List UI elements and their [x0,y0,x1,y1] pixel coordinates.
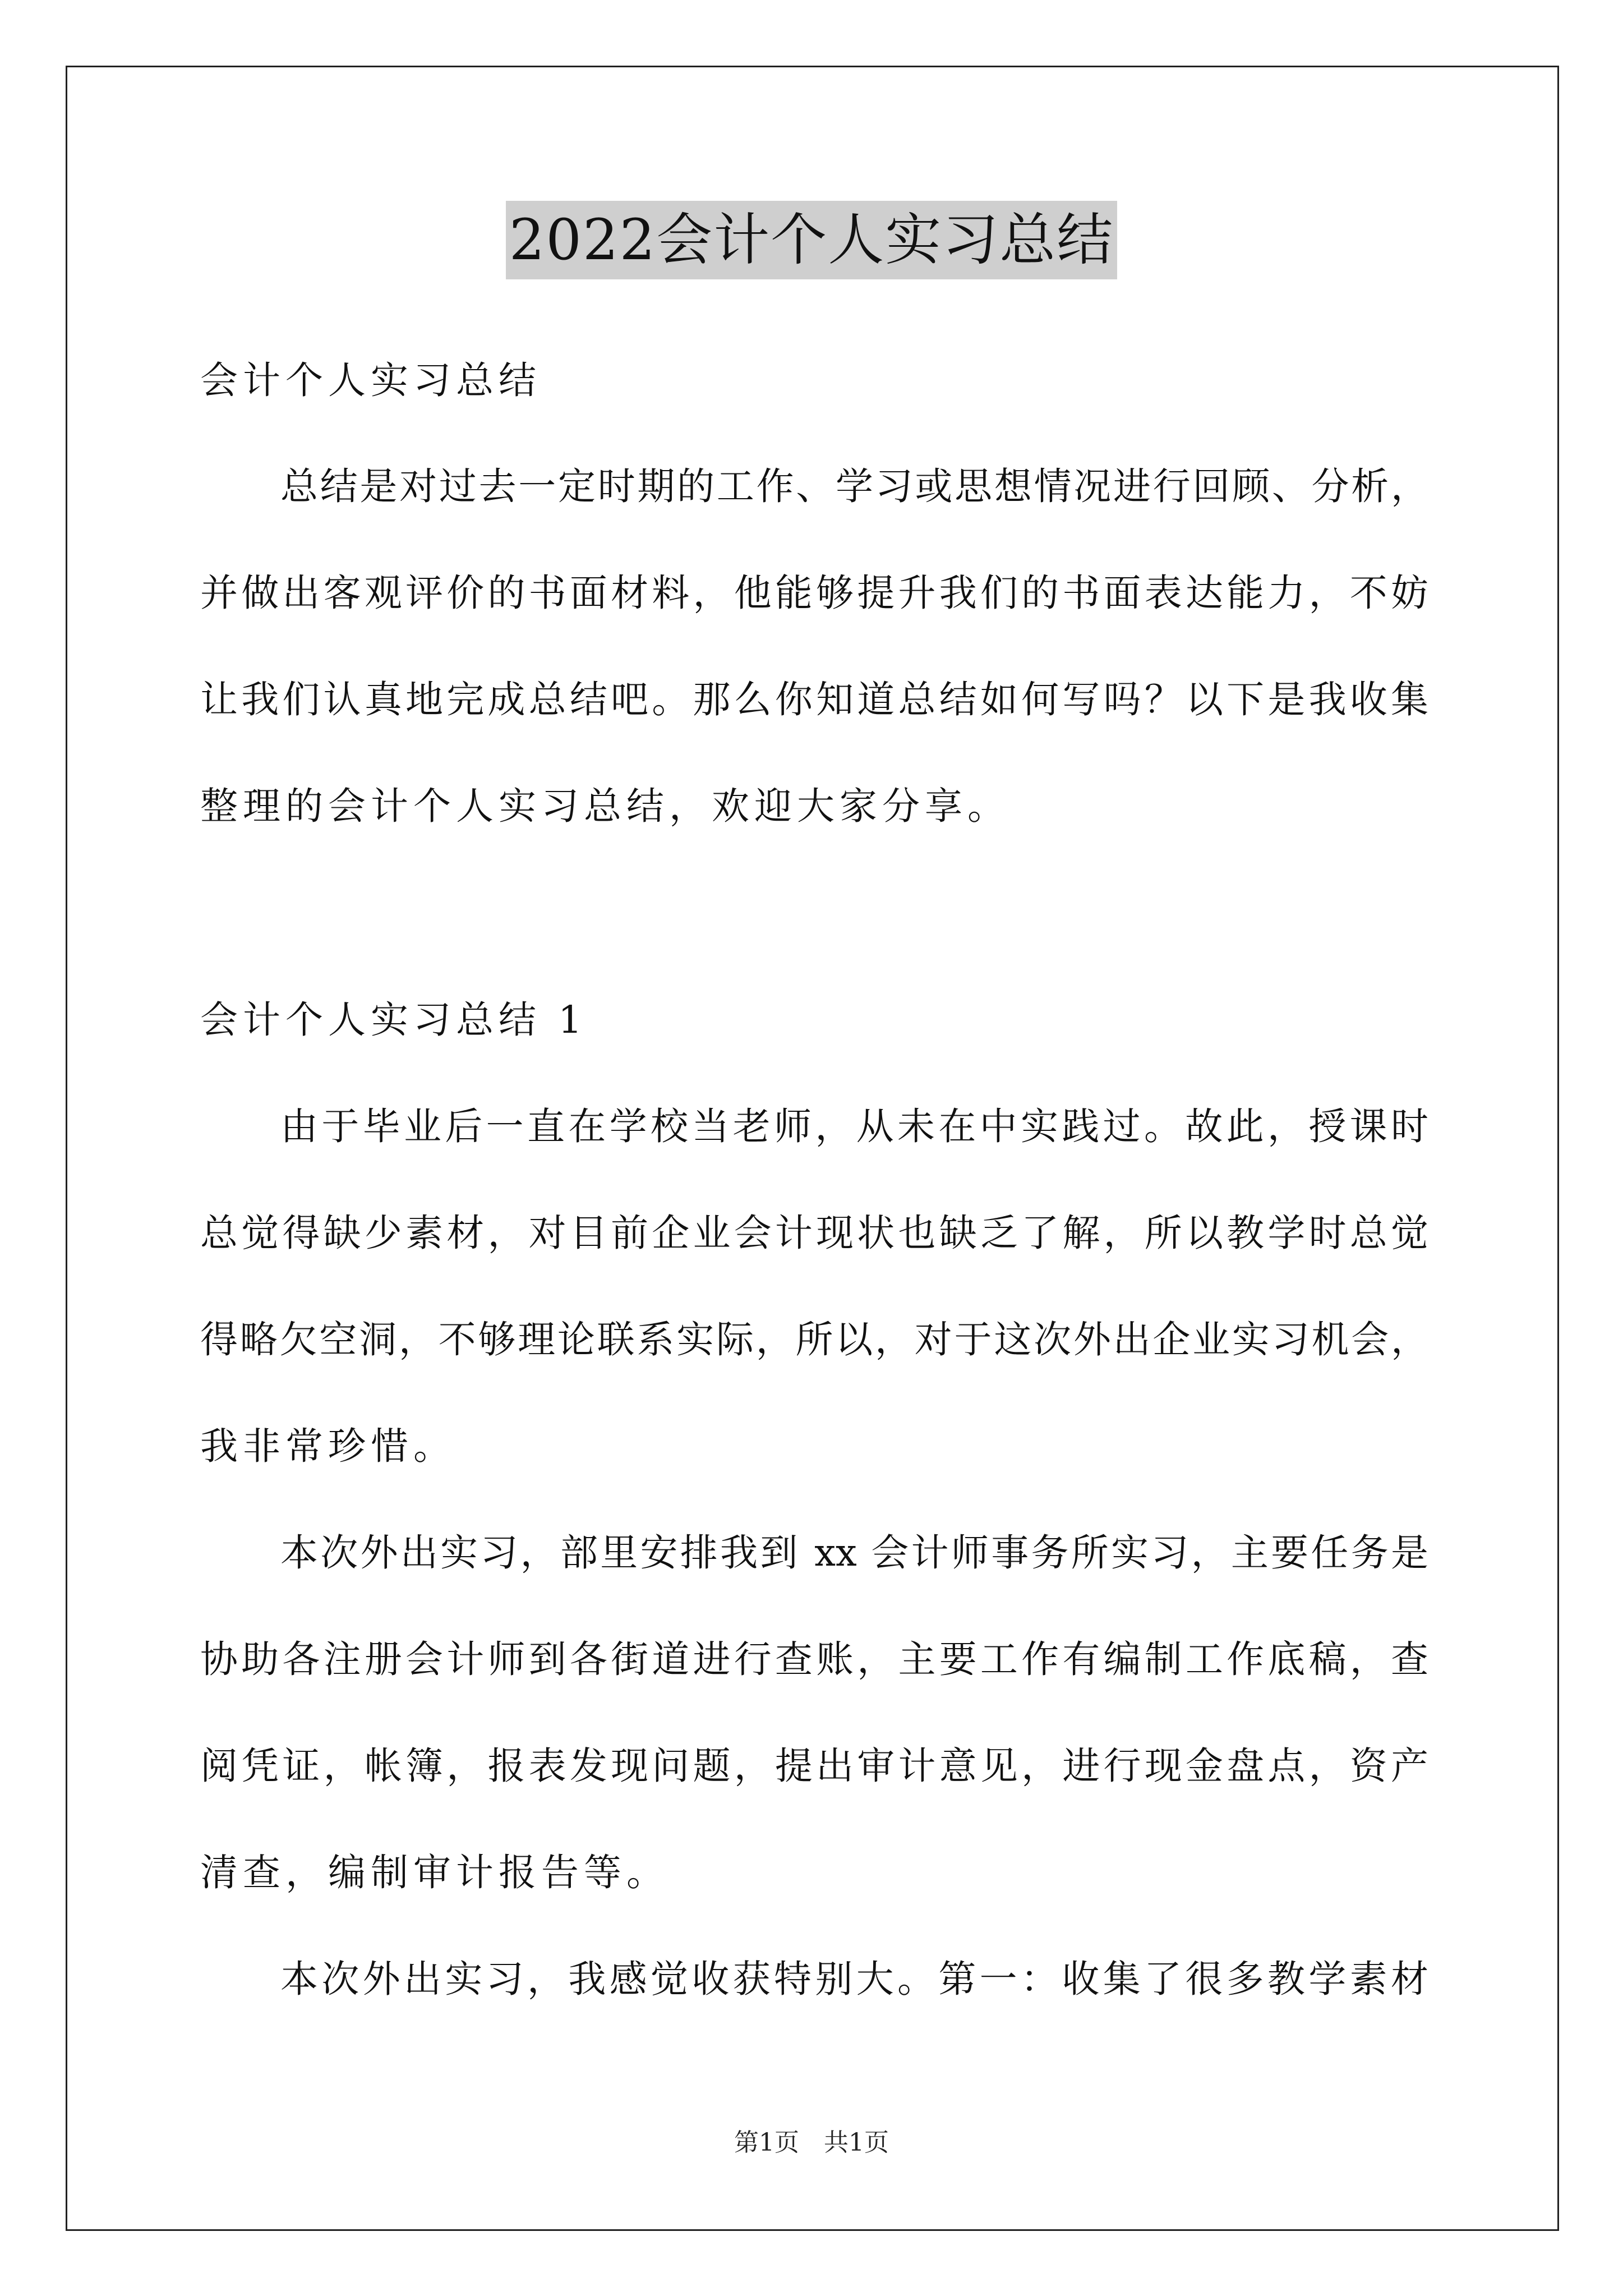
intro-line-3: 让我们认真地完成总结吧。那么你知道总结如何写吗？以下是我收集 [200,678,1428,721]
p2-line-3: 阅凭证，帐簿，报表发现问题，提出审计意见，进行现金盘点，资产 [200,1744,1428,1788]
p2-line-2: 协助各注册会计师到各街道进行查账，主要工作有编制工作底稿，查 [200,1637,1428,1681]
section-heading: 会计个人实习总结 1 [200,998,587,1042]
document-subtitle: 会计个人实习总结 [200,358,541,402]
p3-line-1: 本次外出实习，我感觉收获特别大。第一：收集了很多教学素材 [280,1957,1428,2001]
p2-line-1: 本次外出实习，部里安排我到 xx 会计师事务所实习，主要任务是 [280,1531,1428,1575]
title-container [0,201,1623,279]
intro-line-1: 总结是对过去一定时期的工作、学习或思想情况进行回顾、分析， [280,464,1428,508]
p1-line-3: 得略欠空洞，不够理论联系实际，所以，对于这次外出企业实习机会， [200,1318,1428,1361]
p1-line-4: 我非常珍惜。 [200,1424,456,1468]
p1-line-1: 由于毕业后一直在学校当老师，从未在中实践过。故此，授课时 [280,1105,1428,1148]
document-title: 2022会计个人实习总结 [506,201,1118,279]
intro-line-4: 整理的会计个人实习总结，欢迎大家分享。 [200,784,1010,828]
p1-line-2: 总觉得缺少素材，对目前企业会计现状也缺乏了解，所以教学时总觉 [200,1211,1428,1255]
intro-line-2: 并做出客观评价的书面材料，他能够提升我们的书面表达能力，不妨 [200,571,1428,615]
page-footer: 第1页 共1页 [734,2128,889,2157]
p2-line-4: 清查，编制审计报告等。 [200,1851,669,1894]
